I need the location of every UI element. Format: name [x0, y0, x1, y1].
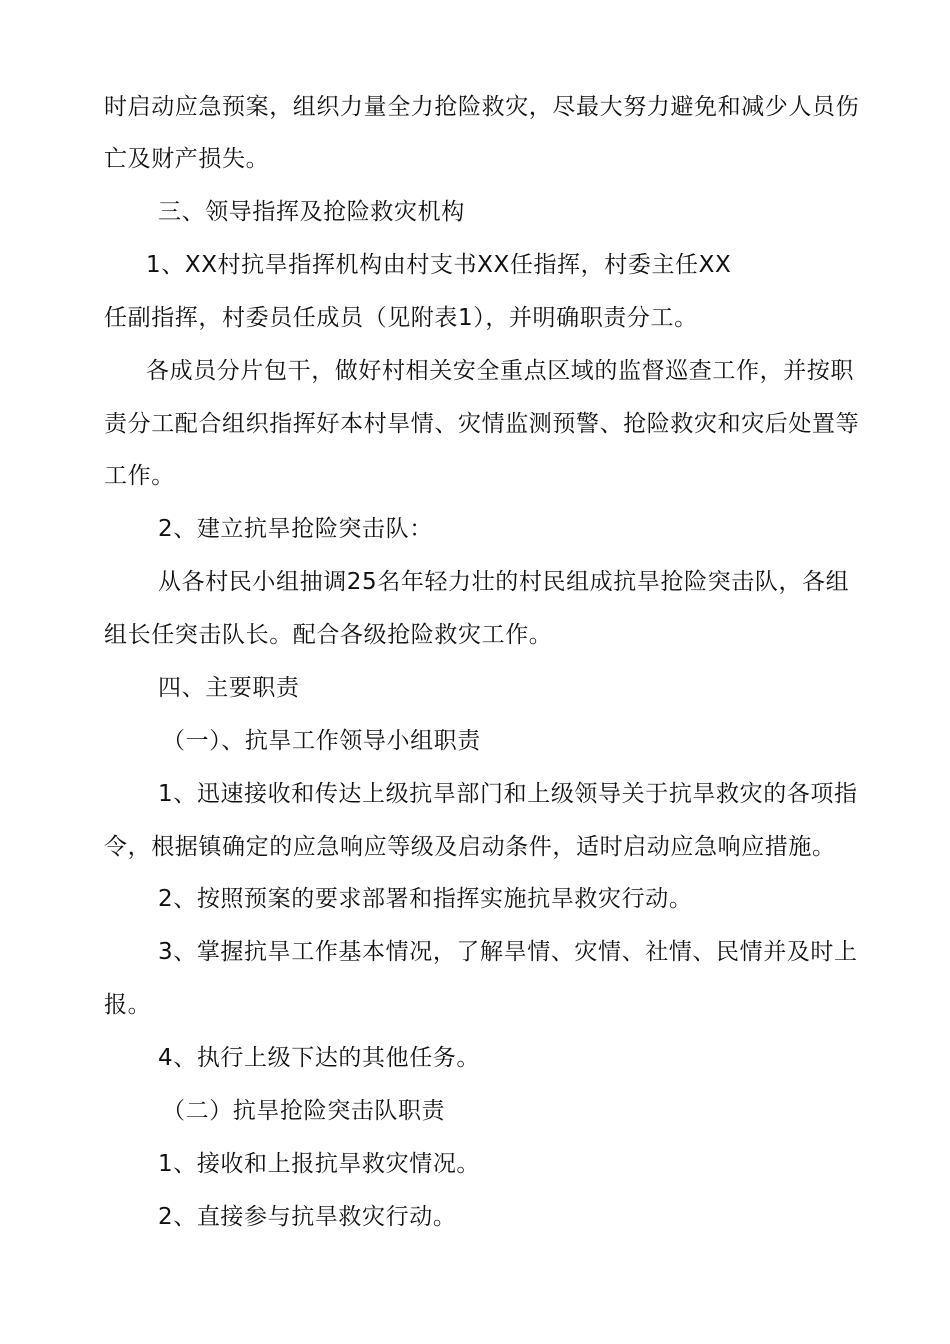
section-heading: 三、领导指挥及抢险救灾机构 [158, 199, 465, 225]
text-line: 各成员分片包干，做好村相关安全重点区域的监督巡查工作，并按职 [146, 358, 854, 384]
text-line: 报。 [104, 992, 152, 1018]
text-line: 任副指挥，村委员任成员（见附表1），并明确职责分工。 [104, 305, 698, 331]
text-line: 2、直接参与抗旱救灾行动。 [158, 1204, 457, 1230]
text-line: 4、执行上级下达的其他任务。 [158, 1045, 481, 1071]
text-line: 亡及财产损失。 [104, 146, 270, 172]
text-line: 令，根据镇确定的应急响应等级及启动条件，适时启动应急响应措施。 [104, 834, 836, 860]
text-line: 1、XX村抗旱指挥机构由村支书XX任指挥，村委主任XX [146, 252, 732, 278]
text-line: 工作。 [104, 463, 175, 489]
text-line: 1、迅速接收和传达上级抗旱部门和上级领导关于抗旱救灾的各项指 [158, 781, 858, 807]
text-line: 3、掌握抗旱工作基本情况，了解旱情、灾情、社情、民情并及时上 [158, 939, 858, 965]
text-line: 组长任突击队长。配合各级抢险救灾工作。 [104, 622, 553, 648]
subsection-heading: （一）、抗旱工作领导小组职责 [162, 728, 481, 754]
text-line: 时启动应急预案，组织力量全力抢险救灾，尽最大努力避免和减少人员伤 [104, 94, 860, 120]
section-heading: 四、主要职责 [158, 675, 300, 701]
text-line: 2、按照预案的要求部署和指挥实施抗旱救灾行动。 [158, 886, 693, 912]
text-line: 2、建立抗旱抢险突击队： [158, 516, 433, 542]
subsection-heading: （二）抗旱抢险突击队职责 [162, 1098, 446, 1124]
text-line: 1、接收和上报抗旱救灾情况。 [158, 1151, 481, 1177]
text-line: 责分工配合组织指挥好本村旱情、灾情监测预警、抢险救灾和灾后处置等 [104, 411, 860, 437]
text-line: 从各村民小组抽调25名年轻力壮的村民组成抗旱抢险突击队，各组 [158, 569, 850, 595]
